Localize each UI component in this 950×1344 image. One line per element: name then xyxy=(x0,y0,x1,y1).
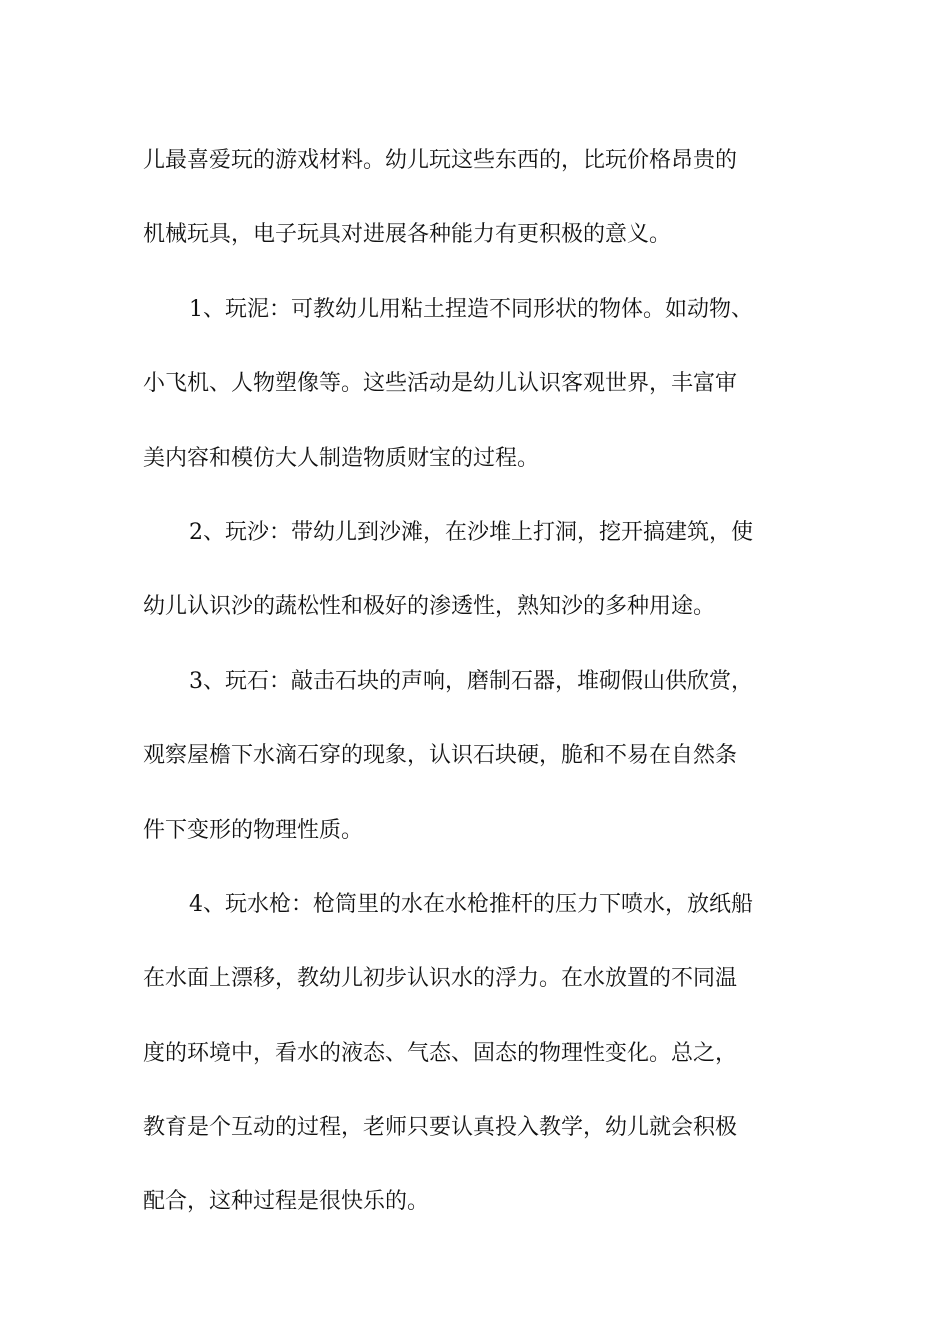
text-line: 度的环境中，看水的液态、气态、固态的物理性变化。总之， xyxy=(143,1040,738,1066)
paragraph-line-item-3: 3、玩石：敲击石块的声响，磨制石器，堆砌假山供欣赏， xyxy=(189,668,753,694)
text-line: 幼儿认识沙的蔬松性和极好的渗透性，熟知沙的多种用途。 xyxy=(143,594,716,620)
text-line: 在水面上漂移，教幼儿初步认识水的浮力。在水放置的不同温 xyxy=(143,966,738,992)
paragraph-line-item-2: 2、玩沙：带幼儿到沙滩，在沙堆上打洞，挖开搞建筑，使 xyxy=(189,519,753,545)
text-line: 教育是个互动的过程，老师只要认真投入教学，幼儿就会积极 xyxy=(143,1115,738,1141)
text-line: 美内容和模仿大人制造物质财宝的过程。 xyxy=(143,445,540,471)
document-body xyxy=(143,124,807,1240)
text-line: 机械玩具，电子玩具对进展各种能力有更积极的意义。 xyxy=(143,222,672,248)
text-line: 配合，这种过程是很快乐的。 xyxy=(143,1189,430,1215)
text-line: 观察屋檐下水滴石穿的现象，认识石块硬，脆和不易在自然条 xyxy=(143,743,738,769)
text-line: 小飞机、人物塑像等。这些活动是幼儿认识客观世界，丰富审 xyxy=(143,371,738,397)
text-line: 儿最喜爱玩的游戏材料。幼儿玩这些东西的，比玩价格昂贵的 xyxy=(143,148,738,173)
paragraph-line-item-1: 1、玩泥：可教幼儿用粘土捏造不同形状的物体。如动物、 xyxy=(189,296,753,322)
paragraph-line-item-4: 4、玩水枪：枪筒里的水在水枪推杆的压力下喷水，放纸船 xyxy=(189,891,753,917)
text-line: 件下变形的物理性质。 xyxy=(143,817,364,843)
